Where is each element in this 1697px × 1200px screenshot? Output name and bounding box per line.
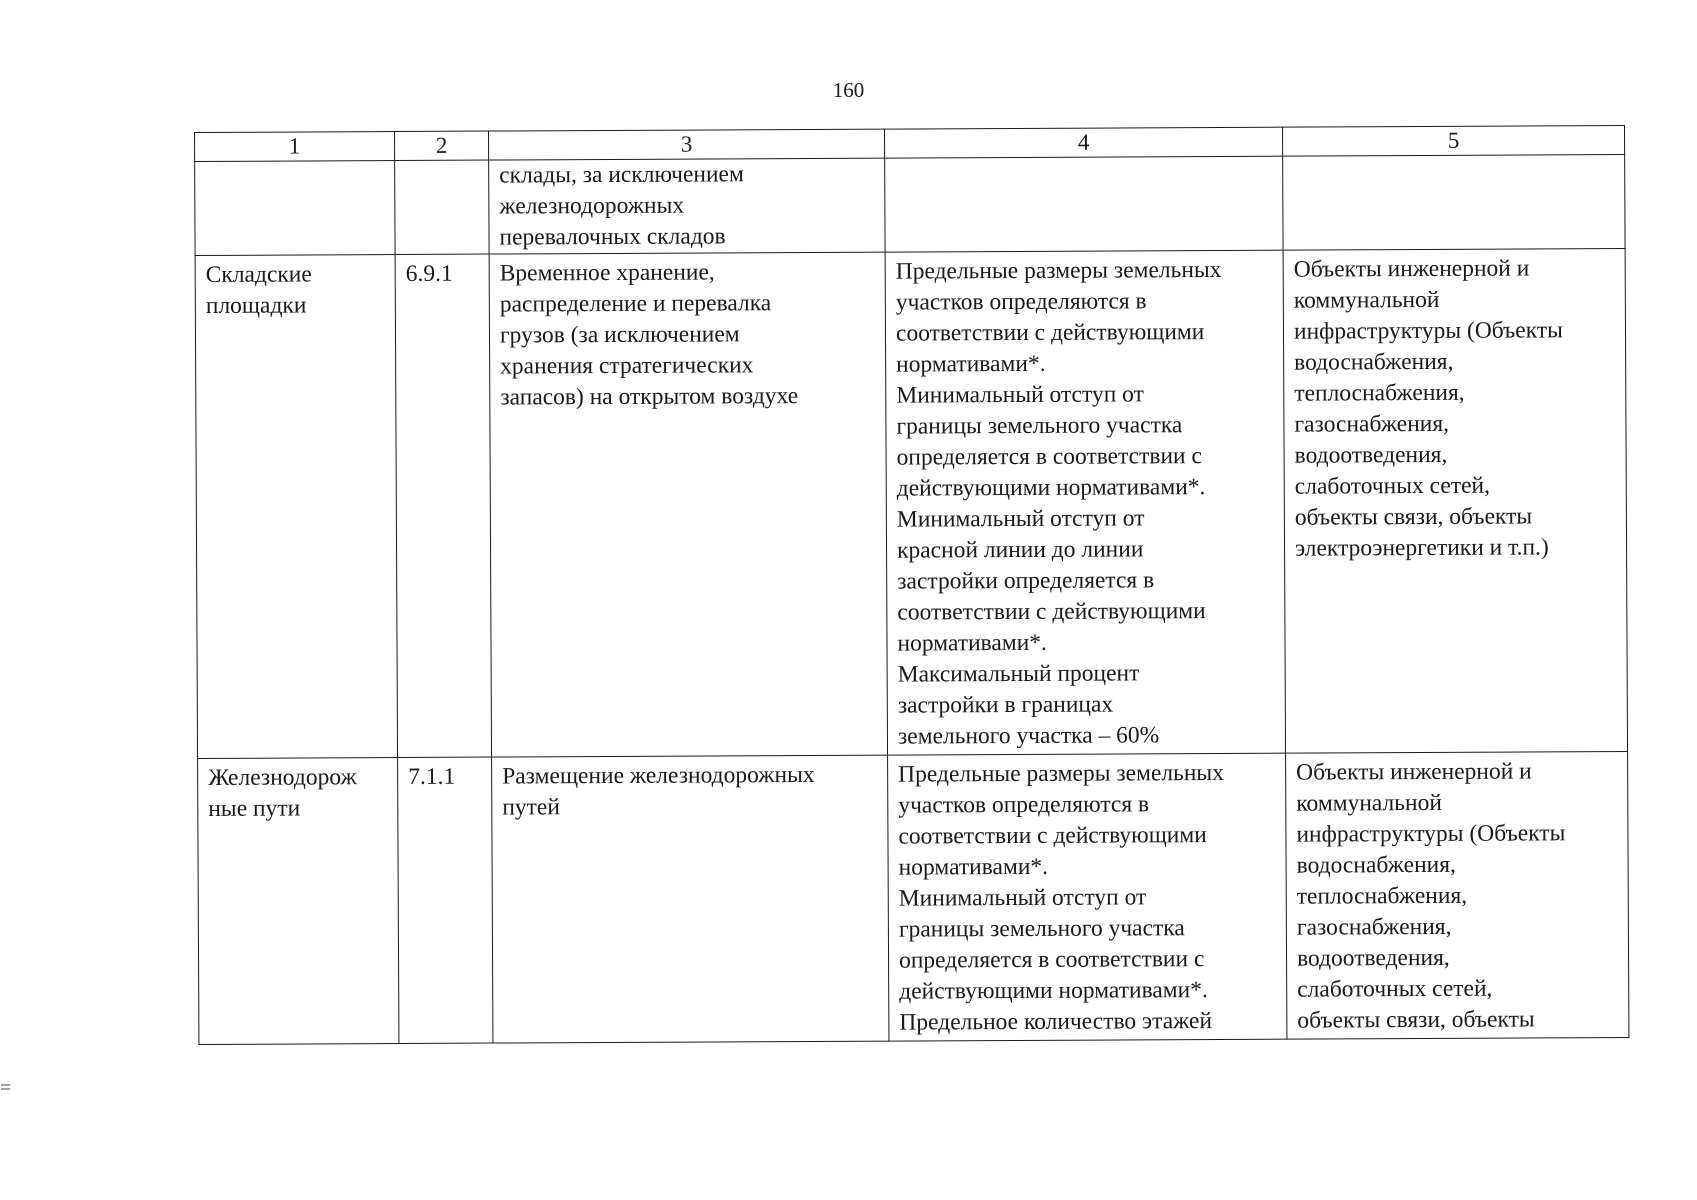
parameters-cell: Предельные размеры земельных участков определяются в соответствии с действующими нормативами*. Минимальный отступ от границы земельного участка определяется в соответствии с действующими нормативами*. Предельное количество этажей xyxy=(888,753,1287,1041)
table-row xyxy=(195,249,1627,759)
table-row xyxy=(195,155,1625,256)
use-description-cell: склады, за исключением железнодорожных перевалочных складов xyxy=(489,158,885,254)
auxiliary-uses-cell: Объекты инженерной и коммунальной инфраструктуры (Объекты водоснабжения, теплоснабжения, газоснабжения, водоотведения, слаботочных сетей, объекты связи, объекты xyxy=(1286,752,1629,1040)
header-cell-2: 2 xyxy=(395,131,489,160)
parameters-cell xyxy=(885,156,1283,252)
use-name-cell: Железнодорож ные пути xyxy=(198,758,399,1045)
parameters-cell: Предельные размеры земельных участков определяются в соответствии с действующими нормативами*. Минимальный отступ от границы земельного участка определяется в соответствии с действующими нормативами*. Минимальный отступ от красной линии до линии застройки определяется в соответствии с действующими нормативами*. Максимальный процент застройки в границах земельного участка – 60% xyxy=(885,250,1285,755)
header-cell-5: 5 xyxy=(1282,126,1624,157)
use-name-cell xyxy=(195,161,395,256)
header-cell-4: 4 xyxy=(884,127,1282,158)
use-description-cell: Временное хранение, распределение и перевалка грузов (за исключением хранения стратегических запасов) на открытом воздухе xyxy=(489,252,887,757)
use-name-cell: Складские площадки xyxy=(195,255,397,759)
use-code-cell: 6.9.1 xyxy=(395,254,491,757)
table-row xyxy=(198,752,1629,1045)
zoning-table xyxy=(194,125,1629,1045)
scan-edge-mark: = xyxy=(0,1077,12,1099)
auxiliary-uses-cell: Объекты инженерной и коммунальной инфраструктуры (Объекты водоснабжения, теплоснабжения, газоснабжения, водоотведения, слаботочных сетей, объекты связи, объекты электроэнергетики и т.п.) xyxy=(1283,249,1627,754)
use-code-cell: 7.1.1 xyxy=(398,757,493,1043)
header-cell-1: 1 xyxy=(195,132,395,162)
header-cell-3: 3 xyxy=(488,129,884,160)
use-description-cell: Размещение железнодорожных путей xyxy=(492,755,889,1043)
auxiliary-uses-cell xyxy=(1283,155,1625,251)
use-code-cell xyxy=(395,160,489,254)
page-number: 160 xyxy=(832,78,865,102)
